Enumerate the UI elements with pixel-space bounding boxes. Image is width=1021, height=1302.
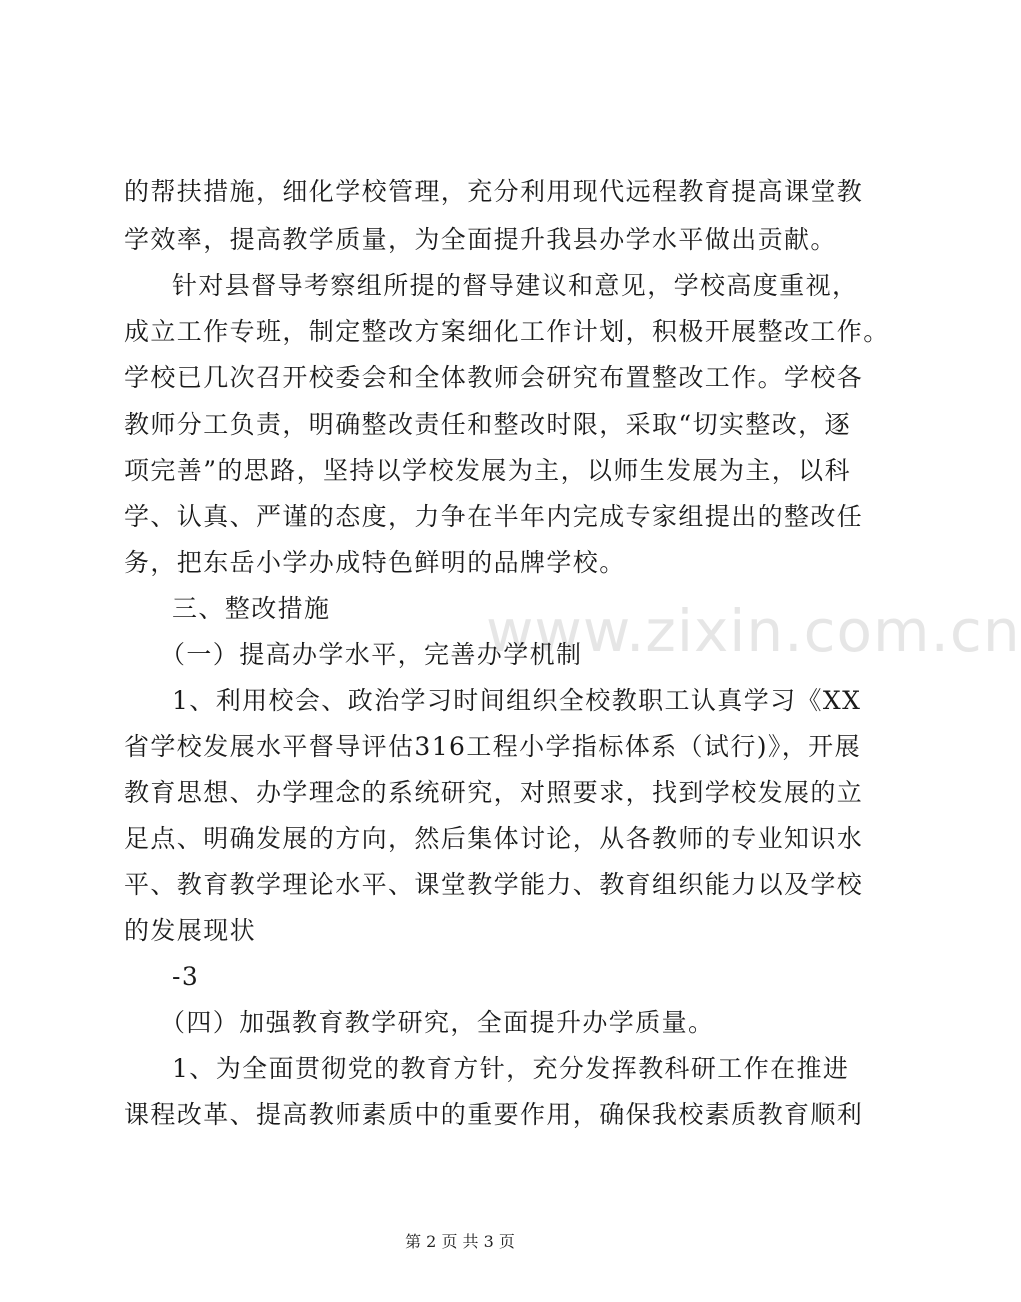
paragraph-line: 成立工作专班，制定整改方案细化工作计划，积极开展整改工作。 <box>124 317 890 346</box>
paragraph-line: 教师分工负责，明确整改责任和整改时限，采取“切实整改，逐 <box>124 410 851 439</box>
paragraph-line: 的发展现状 <box>124 916 257 945</box>
paragraph-line: 1、为全面贯彻党的教育方针，充分发挥教科研工作在推进 <box>172 1054 850 1083</box>
page-footer: 第 2 页 共 3 页 <box>405 1232 515 1251</box>
subsection-heading: （一）提高办学水平，完善办学机制 <box>160 640 583 669</box>
paragraph-line: 1、利用校会、政治学习时间组织全校教职工认真学习《XX <box>172 686 862 715</box>
paragraph-line: 的帮扶措施，细化学校管理，充分利用现代远程教育提高课堂教 <box>124 177 864 206</box>
paragraph-line: 教育思想、办学理念的系统研究，对照要求，找到学校发展的立 <box>124 778 864 807</box>
subsection-heading: （四）加强教育教学研究，全面提升办学质量。 <box>160 1008 715 1037</box>
page-marker: -3 <box>172 962 200 991</box>
watermark: www.zixin.com.cn <box>486 597 1021 665</box>
paragraph-line: 学、认真、严谨的态度，力争在半年内完成专家组提出的整改任 <box>124 502 864 531</box>
paragraph-line: 学效率，提高教学质量，为全面提升我县办学水平做出贡献。 <box>124 225 837 254</box>
paragraph-line: 务，把东岳小学办成特色鲜明的品牌学校。 <box>124 548 626 577</box>
paragraph-line: 足点、明确发展的方向，然后集体讨论，从各教师的专业知识水 <box>124 824 864 853</box>
section-heading: 三、整改措施 <box>172 594 331 623</box>
paragraph-line: 省学校发展水平督导评估316工程小学指标体系（试行)》，开展 <box>124 732 861 761</box>
paragraph-line: 课程改革、提高教师素质中的重要作用，确保我校素质教育顺利 <box>124 1100 864 1129</box>
paragraph-line: 学校已几次召开校委会和全体教师会研究布置整改工作。学校各 <box>124 363 864 392</box>
paragraph-line: 针对县督导考察组所提的督导建议和意见，学校高度重视， <box>172 271 859 300</box>
paragraph-line: 平、教育教学理论水平、课堂教学能力、教育组织能力以及学校 <box>124 870 864 899</box>
paragraph-line: 项完善”的思路，坚持以学校发展为主，以师生发展为主，以科 <box>124 456 851 485</box>
